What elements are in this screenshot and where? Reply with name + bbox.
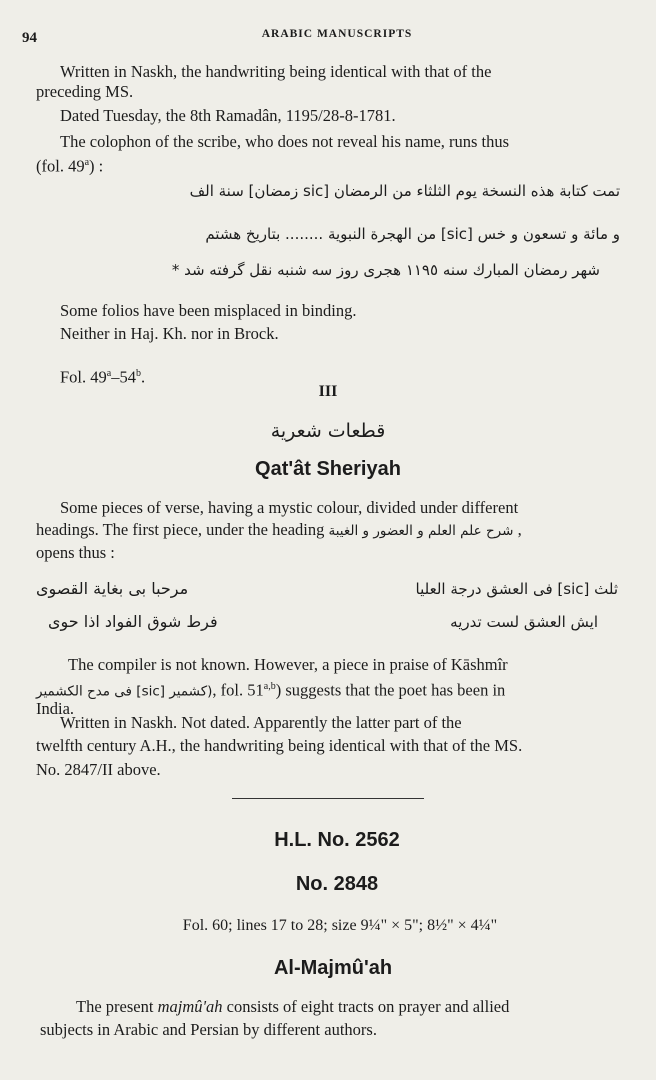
text-line: (fol. 49$^a$) : xyxy=(36,156,104,176)
arabic-colophon-line: تمت كتابة هذه النسخة يوم الثلثاء من الرمضان [sic زمضان] سنة الف xyxy=(189,182,620,200)
text-line: Written in Naskh, the handwriting being identical with that of the xyxy=(60,62,492,81)
text-line: (كشمير [sic] فى مدح الكشمير, fol. 51$^{a,b}$) suggests that the poet has been in xyxy=(36,680,506,700)
verse-hemistich: ايش العشق لست تدريه xyxy=(450,613,598,631)
arabic-colophon-line: و مائة و تسعون و خس [sic] من الهجرة النبوية ........ بتاريخ هشتم xyxy=(205,225,620,243)
running-title: ARABIC MANUSCRIPTS xyxy=(261,28,413,40)
verse-hemistich: مرحبا بى بغاية القصوى xyxy=(36,579,189,598)
text-line: Written in Naskh. Not dated. Apparently the latter part of the xyxy=(60,713,462,732)
text-line: No. 2847/II above. xyxy=(36,760,161,779)
verse-hemistich: فرط شوق الفواد اذا حوى xyxy=(48,612,218,631)
text-line: Neither in Haj. Kh. nor in Brock. xyxy=(60,324,279,343)
text-line: Some pieces of verse, having a mystic colour, divided under different xyxy=(60,498,519,517)
text-line: Dated Tuesday, the 8th Ramadân, 1195/28-8-1781. xyxy=(60,106,396,125)
arabic-colophon-line: شهر رمضان المبارك سنه ١١٩٥ هجرى روز سه شنبه نقل گرفته شد * xyxy=(171,261,600,279)
text-line: opens thus : xyxy=(36,543,115,562)
folio-range: Fol. 49$^a$–54$^b$. xyxy=(60,367,146,387)
section-numeral: III xyxy=(318,383,338,400)
section-divider xyxy=(232,798,424,799)
text-line: twelfth century A.H., the handwriting being identical with that of the MS. xyxy=(36,736,523,755)
ms-number-heading: No. 2848 xyxy=(295,873,379,895)
text-line: preceding MS. xyxy=(36,82,134,101)
arabic-title: قطعات شعرية xyxy=(270,420,386,442)
text-line: The present majmû'ah consists of eight tracts on prayer and allied xyxy=(76,997,510,1016)
folio-details: Fol. 60; lines 17 to 28; size 9¼" × 5"; 8½" × 4¼" xyxy=(182,917,498,934)
hl-number-heading: H.L. No. 2562 xyxy=(274,829,400,851)
verse-hemistich: ثلث [sic] فى العشق درجة العليا xyxy=(415,580,618,598)
text-line: headings. The first piece, under the heading شرح علم العلم و العضور و الغيبة , xyxy=(36,520,522,539)
page-number: 94 xyxy=(22,30,37,46)
section-title: Qat'ât Sheriyah xyxy=(255,458,401,480)
text-line: The colophon of the scribe, who does not reveal his name, runs thus xyxy=(60,132,510,151)
section-title: Al-Majmû'ah xyxy=(273,957,393,979)
text-line: Some folios have been misplaced in binding. xyxy=(60,301,357,320)
text-line: India. xyxy=(36,699,75,718)
text-line: subjects in Arabic and Persian by different authors. xyxy=(40,1020,377,1039)
text-line: The compiler is not known. However, a piece in praise of Kāshmîr xyxy=(68,655,508,674)
